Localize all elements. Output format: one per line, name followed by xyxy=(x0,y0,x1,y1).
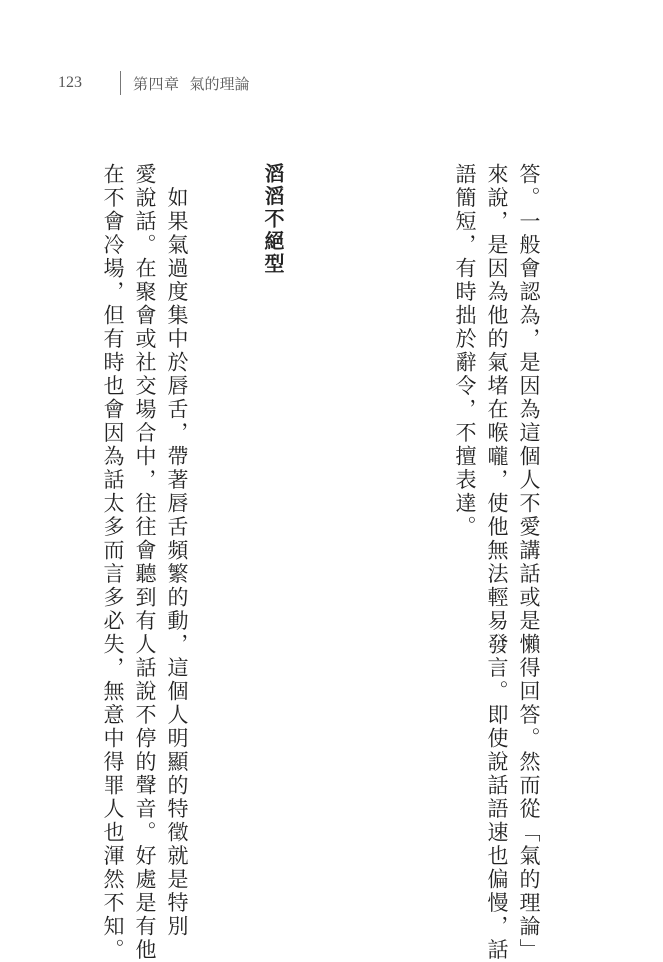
running-head xyxy=(58,69,250,97)
section-heading-talkative: 滔滔不絕型 xyxy=(261,163,285,276)
chapter-label: 第四章 xyxy=(133,74,180,93)
section-gap xyxy=(1,163,33,905)
section-gap xyxy=(353,163,385,905)
paragraph-talkative: 如果氣過度集中於唇舌，帶著唇舌頻繁的動，這個人明顯的特徵就是特別 愛說話。在聚會或社交場合中，往往會聽到有人話說不停的聲音。好處是有他 在不會冷場，但有時也會因為話太多而言多必失，無意中得罪人也渾然不知。 xyxy=(101,163,189,962)
page-number: 123 xyxy=(58,74,82,91)
paragraph-continued: 答。一般會認為，是因為這個人不愛講話或是懶得回答。然而從「氣的理論」 來說，是因為他的氣堵在喉嚨，使他無法輕易發言。即使說話語速也偏慢，話 語簡短，有時拙於辭令，不擅表達。 xyxy=(453,163,541,962)
header-divider xyxy=(120,71,121,95)
body-text xyxy=(0,163,609,962)
chapter-title: 氣的理論 xyxy=(189,74,250,93)
